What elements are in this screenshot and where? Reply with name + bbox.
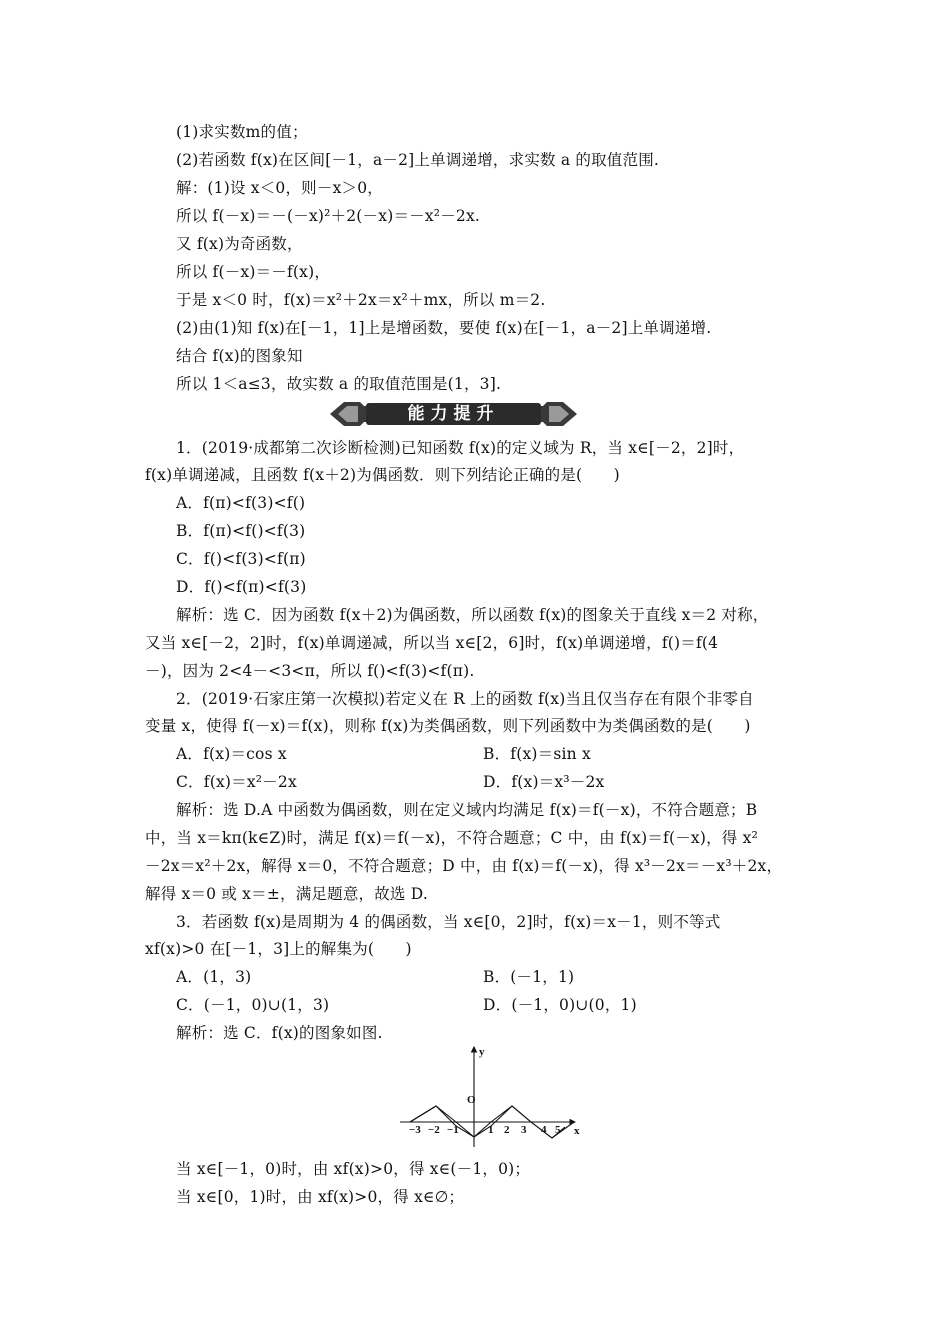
text-line: (1)求实数m的值；: [176, 123, 308, 141]
analysis-line: 又当 x∈[－2，2]时，f(x)单调递减，所以当 x∈[2，6]时，f(x)单调递增，f()＝f(4: [145, 634, 719, 652]
question-3-stem: 3．若函数 f(x)是周期为 4 的偶函数，当 x∈[0，2]时，f(x)＝x－1，则不等式: [176, 913, 721, 931]
option-d: D．f()<f(π)<f(3): [176, 578, 307, 596]
tick-label: 4: [541, 1124, 547, 1136]
question-3-stem: xf(x)>0 在[－1，3]上的解集为( ): [145, 940, 412, 958]
x-axis-label: x: [574, 1125, 580, 1137]
analysis-line: 解得 x＝0 或 x＝±，满足题意，故选 D.: [145, 885, 428, 903]
tick-label: −1: [447, 1124, 459, 1136]
tick-label: 2: [504, 1124, 510, 1136]
option-a: A．f(π)<f(3)<f(): [176, 494, 306, 512]
section-banner: [330, 399, 577, 429]
option-c: C．f(x)＝x²－2x: [176, 773, 297, 791]
text-line: 于是 x＜0 时，f(x)＝x²＋2x＝x²＋mx，所以 m＝2.: [176, 291, 546, 309]
question-1-stem: f(x)单调递减，且函数 f(x＋2)为偶函数．则下列结论正确的是( ): [145, 466, 620, 484]
tick-label: 3: [521, 1124, 527, 1136]
text-line: 解：(1)设 x＜0，则－x＞0，: [176, 179, 383, 197]
text-line: 所以 1＜a≤3，故实数 a 的取值范围是(1，3].: [176, 375, 502, 393]
question-1-stem: 1．(2019·成都第二次诊断检测)已知函数 f(x)的定义域为 R，当 x∈[－2，2]时，: [176, 439, 745, 457]
text-line: 结合 f(x)的图象知: [176, 347, 303, 365]
analysis-line: 解析：选 D.A 中函数为偶函数，则在定义域内均满足 f(x)＝f(－x)，不符合题意；B: [176, 801, 758, 819]
analysis-line: 解析：选 C．因为函数 f(x＋2)为偶函数，所以函数 f(x)的图象关于直线 x＝2 对称，: [176, 606, 769, 624]
option-d: D．(－1，0)∪(0，1): [483, 996, 637, 1014]
analysis-line: 中，当 x＝kπ(k∈Z)时，满足 f(x)＝f(－x)，不符合题意；C 中，由 f(x)＝f(－x)，得 x²: [145, 829, 758, 847]
option-b: B．f(π)<f()<f(3): [176, 522, 306, 540]
question-2-stem: 变量 x，使得 f(－x)＝f(x)，则称 f(x)为类偶函数，则下列函数中为类偶函数的是( ): [145, 717, 751, 735]
tick-label: 5: [555, 1124, 561, 1136]
origin-label: O: [467, 1094, 476, 1106]
text-line: 所以 f(－x)＝－(－x)²＋2(－x)＝－x²－2x.: [176, 207, 481, 225]
y-axis-label: y: [479, 1046, 485, 1058]
option-c: C．f()<f(3)<f(π): [176, 550, 306, 568]
text-line: 所以 f(－x)＝－f(x)，: [176, 263, 331, 281]
function-graph: [395, 1045, 595, 1150]
tick-label: −3: [409, 1124, 421, 1136]
option-a: A．f(x)＝cos x: [176, 745, 287, 763]
text-line: (2)由(1)知 f(x)在[－1，1]上是增函数，要使 f(x)在[－1，a－2]上单调递增.: [176, 319, 712, 337]
option-b: B．f(x)＝sin x: [483, 745, 591, 763]
text-line: (2)若函数 f(x)在区间[－1，a－2]上单调递增，求实数 a 的取值范围.: [176, 151, 660, 169]
question-2-stem: 2．(2019·石家庄第一次模拟)若定义在 R 上的函数 f(x)当且仅当存在有限个非零自: [176, 690, 754, 708]
option-c: C．(－1，0)∪(1，3): [176, 996, 330, 1014]
banner-title: 能力提升: [407, 404, 500, 424]
analysis-line: 解析：选 C．f(x)的图象如图.: [176, 1024, 383, 1042]
option-d: D．f(x)＝x³－2x: [483, 773, 605, 791]
option-a: A．(1，3): [176, 968, 252, 986]
text-line: 又 f(x)为奇函数，: [176, 235, 303, 253]
analysis-line: －)，因为 2<4－<3<π，所以 f()<f(3)<f(π).: [145, 662, 475, 680]
tick-label: −2: [428, 1124, 440, 1136]
tick-label: 1: [488, 1124, 494, 1136]
analysis-line: 当 x∈[0，1)时，由 xf(x)>0，得 x∈∅；: [176, 1188, 465, 1206]
analysis-line: 当 x∈[－1，0)时，由 xf(x)>0，得 x∈(－1，0)；: [176, 1160, 531, 1178]
option-b: B．(－1，1): [483, 968, 575, 986]
analysis-line: －2x＝x²＋2x，解得 x＝0，不符合题意；D 中，由 f(x)＝f(－x)，得 x³－2x＝－x³＋2x，: [145, 857, 783, 875]
